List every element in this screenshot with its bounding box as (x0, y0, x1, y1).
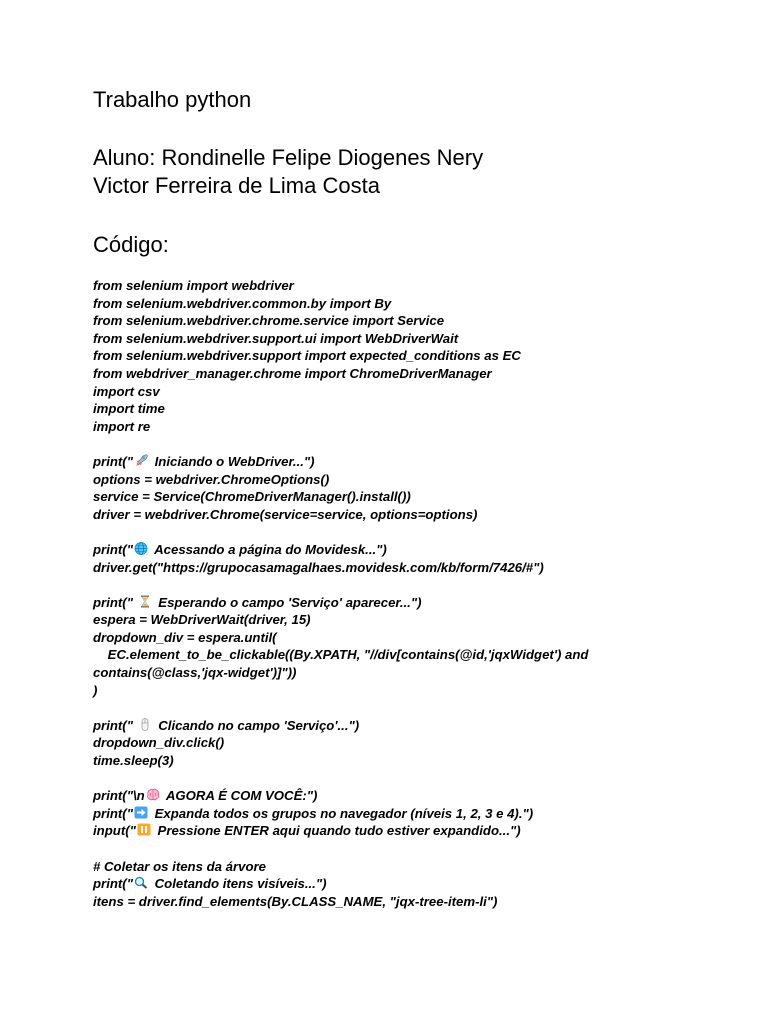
code-line-driver: driver = webdriver.Chrome(service=service, options=options) (93, 506, 478, 522)
code-line-import: import re (93, 418, 151, 434)
code-fragment: input(" (93, 823, 136, 839)
code-line-comment: # Coletar os itens da árvore (93, 858, 266, 874)
code-line-driver-get: driver.get("https://grupocasamagalhaes.movidesk.com/kb/form/7426/#") (93, 559, 544, 575)
code-line-service: service = Service(ChromeDriverManager().install()) (93, 489, 411, 505)
code-fragment: print(" (93, 876, 133, 892)
code-line-input (93, 822, 653, 840)
code-fragment: Pressione ENTER aqui quando tudo estiver expandido...") (153, 823, 521, 839)
blank-line (93, 576, 653, 594)
code-fragment: print(" (93, 453, 133, 469)
document-title: Trabalho python (93, 87, 252, 112)
code-line-wait-print (93, 594, 653, 612)
code-line-contains: contains(@class,'jqx-widget')]")) (93, 665, 297, 681)
code-line-click-print (93, 717, 653, 735)
code-line-ec: EC.element_to_be_clickable((By.XPATH, "//div[contains(@id,'jqxWidget') and (93, 647, 589, 663)
magnifier-icon (134, 876, 149, 889)
code-line-import: from selenium.webdriver.support import expected_conditions as EC (93, 348, 521, 364)
code-line-import: from selenium import webdriver (93, 278, 294, 293)
right-arrow-icon (134, 806, 149, 819)
code-line-close-paren: ) (93, 682, 98, 698)
student-name-line: Aluno: Rondinelle Felipe Diogenes Nery (93, 145, 484, 170)
blank-line (93, 699, 653, 717)
code-heading: Código: (93, 232, 169, 257)
code-line-espera: espera = WebDriverWait(driver, 15) (93, 612, 311, 628)
code-line-dropdown: dropdown_div = espera.until( (93, 629, 277, 645)
code-fragment: Acessando a página do Movidesk...") (150, 541, 387, 557)
code-line-import: import csv (93, 383, 160, 399)
code-fragment: print(" (93, 717, 137, 733)
code-line-import: from selenium.webdriver.chrome.service import Service (93, 313, 445, 329)
code-fragment: AGORA É COM VOCÊ:") (162, 788, 318, 804)
code-fragment: print(" (93, 541, 133, 557)
code-line-collect-print (93, 875, 653, 893)
brain-icon (146, 788, 161, 801)
code-fragment: print(" (93, 594, 137, 610)
code-fragment: Coletando itens visíveis...") (150, 876, 327, 892)
code-line-access-print (93, 541, 653, 559)
code-line-import: import time (93, 401, 165, 417)
mouse-icon (138, 718, 153, 731)
second-student-name: Victor Ferreira de Lima Costa (93, 173, 380, 198)
code-line-options: options = webdriver.ChromeOptions() (93, 471, 330, 487)
code-line-init-print (93, 453, 653, 471)
globe-icon (134, 542, 149, 555)
blank-line (93, 770, 653, 788)
blank-line (93, 840, 653, 858)
code-fragment: Clicando no campo 'Serviço'...") (154, 717, 360, 733)
code-fragment: Expanda todos os grupos no navegador (níveis 1, 2, 3 e 4).") (150, 805, 534, 821)
rocket-icon (134, 454, 149, 467)
hourglass-icon (138, 595, 153, 608)
code-line-click: dropdown_div.click() (93, 735, 225, 751)
code-fragment: print(" (93, 805, 133, 821)
code-line-expand-print (93, 805, 653, 823)
code-fragment: print("\n (93, 788, 145, 804)
code-line-import: from selenium.webdriver.support.ui import WebDriverWait (93, 330, 459, 346)
blank-line (93, 523, 653, 541)
code-line-import: from selenium.webdriver.common.by import By (93, 295, 392, 311)
code-fragment: Esperando o campo 'Serviço' aparecer...") (154, 594, 422, 610)
code-line-sleep: time.sleep(3) (93, 753, 174, 769)
blank-line (93, 435, 653, 453)
code-block (93, 277, 653, 910)
code-line-import: from webdriver_manager.chrome import ChromeDriverManager (93, 365, 492, 381)
code-line-agora-print (93, 787, 653, 805)
code-line-itens: itens = driver.find_elements(By.CLASS_NAME, "jqx-tree-item-li") (93, 893, 498, 909)
code-fragment: Iniciando o WebDriver...") (150, 453, 315, 469)
pause-icon (137, 823, 152, 836)
